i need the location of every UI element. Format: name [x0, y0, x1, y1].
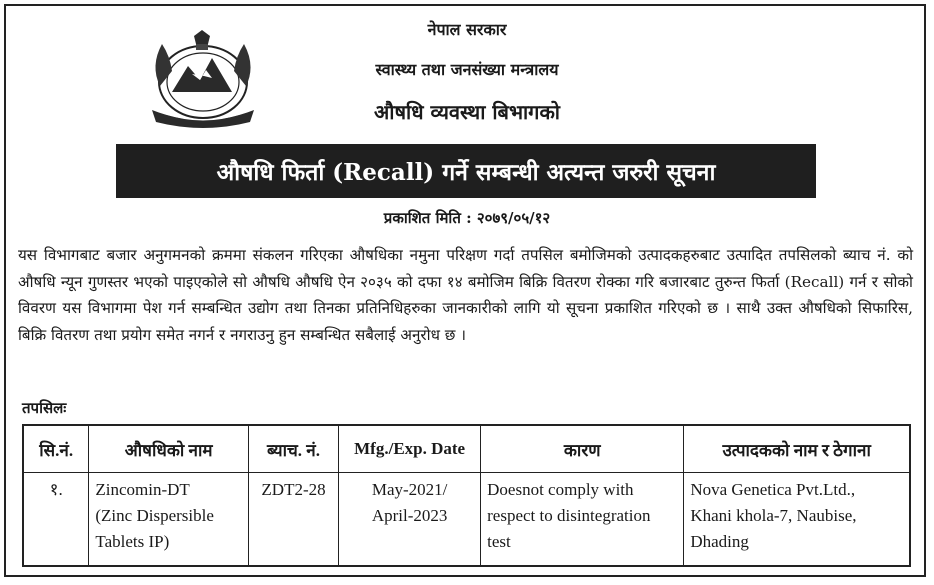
medicine-name-line: Tablets IP)	[95, 532, 170, 551]
department-name: औषधि व्यवस्था बिभागको	[374, 100, 560, 124]
recall-table	[22, 424, 911, 567]
reason-line: Doesnot comply with	[487, 480, 634, 499]
notice-title-banner	[116, 144, 816, 198]
header-medicine-name: औषधिको नाम	[89, 425, 249, 473]
notice-title: औषधि फिर्ता (Recall) गर्ने सम्बन्धी अत्यन्त जरुरी सूचना	[216, 159, 716, 186]
manufacturer-line: Khani khola-7, Naubise,	[690, 506, 857, 525]
notice-body: यस विभागबाट बजार अनुगमनको क्रममा संकलन गरिएका औषधिका नमुना परिक्षण गर्दा तपसिल बमोजिमको उत्पादकहरुबाट उत्पादित तपसिलको ब्याच नं. को औषधि न्यून गुणस्तर भएको पाइएकोले सो औषधि औषधि ऐन २०३५ को दफा १४ बमोजिम बिक्रि वितरण रोक्का गरि बजारबाट तुरुन्त फिर्ता (Recall) गर्न र सोको विवरण यस विभागमा पेश गर्न सम्बन्धित उद्योग तथा तिनका प्रतिनिधिहरुका जानकारीको लागि यो सूचना प्रकाशित गरिएको छ । साथै उक्त औषधिको सिफारिस, बिक्रि वितरण तथा प्रयोग समेत नगर्न र नगराउनु हुन सम्बन्धित सबैलाई अनुरोध छ ।	[18, 246, 913, 344]
header-mfg-exp-date: Mfg./Exp. Date	[339, 425, 481, 473]
manufacturer-line: Nova Genetica Pvt.Ltd.,	[690, 480, 856, 499]
cell-batch-no: ZDT2-28	[248, 473, 338, 567]
header-sn: सि.नं.	[23, 425, 89, 473]
details-label: तपसिलः	[22, 399, 67, 417]
cell-medicine-name	[89, 473, 249, 567]
cell-mfg-exp-date	[339, 473, 481, 567]
table-row	[23, 473, 910, 567]
cell-sn: १.	[23, 473, 89, 567]
medicine-name-line: Zincomin-DT	[95, 480, 190, 499]
date-line: April-2023	[371, 506, 448, 525]
header-batch-no: ब्याच. नं.	[248, 425, 338, 473]
ministry-name: स्वास्थ्य तथा जनसंख्या मन्त्रालय	[375, 60, 559, 79]
date-line: May-2021/	[371, 480, 448, 499]
reason-line: respect to disintegration	[487, 506, 651, 525]
cell-reason	[481, 473, 684, 567]
table-header-row	[23, 425, 910, 473]
reason-line: test	[487, 532, 511, 551]
government-name: नेपाल सरकार	[427, 20, 507, 39]
cell-manufacturer	[684, 473, 910, 567]
medicine-name-line: (Zinc Dispersible	[95, 506, 214, 525]
header-manufacturer: उत्पादकको नाम र ठेगाना	[684, 425, 910, 473]
header-reason: कारण	[481, 425, 684, 473]
published-date: प्रकाशित मिति : २०७९/०५/१२	[383, 209, 551, 227]
manufacturer-line: Dhading	[690, 532, 749, 551]
